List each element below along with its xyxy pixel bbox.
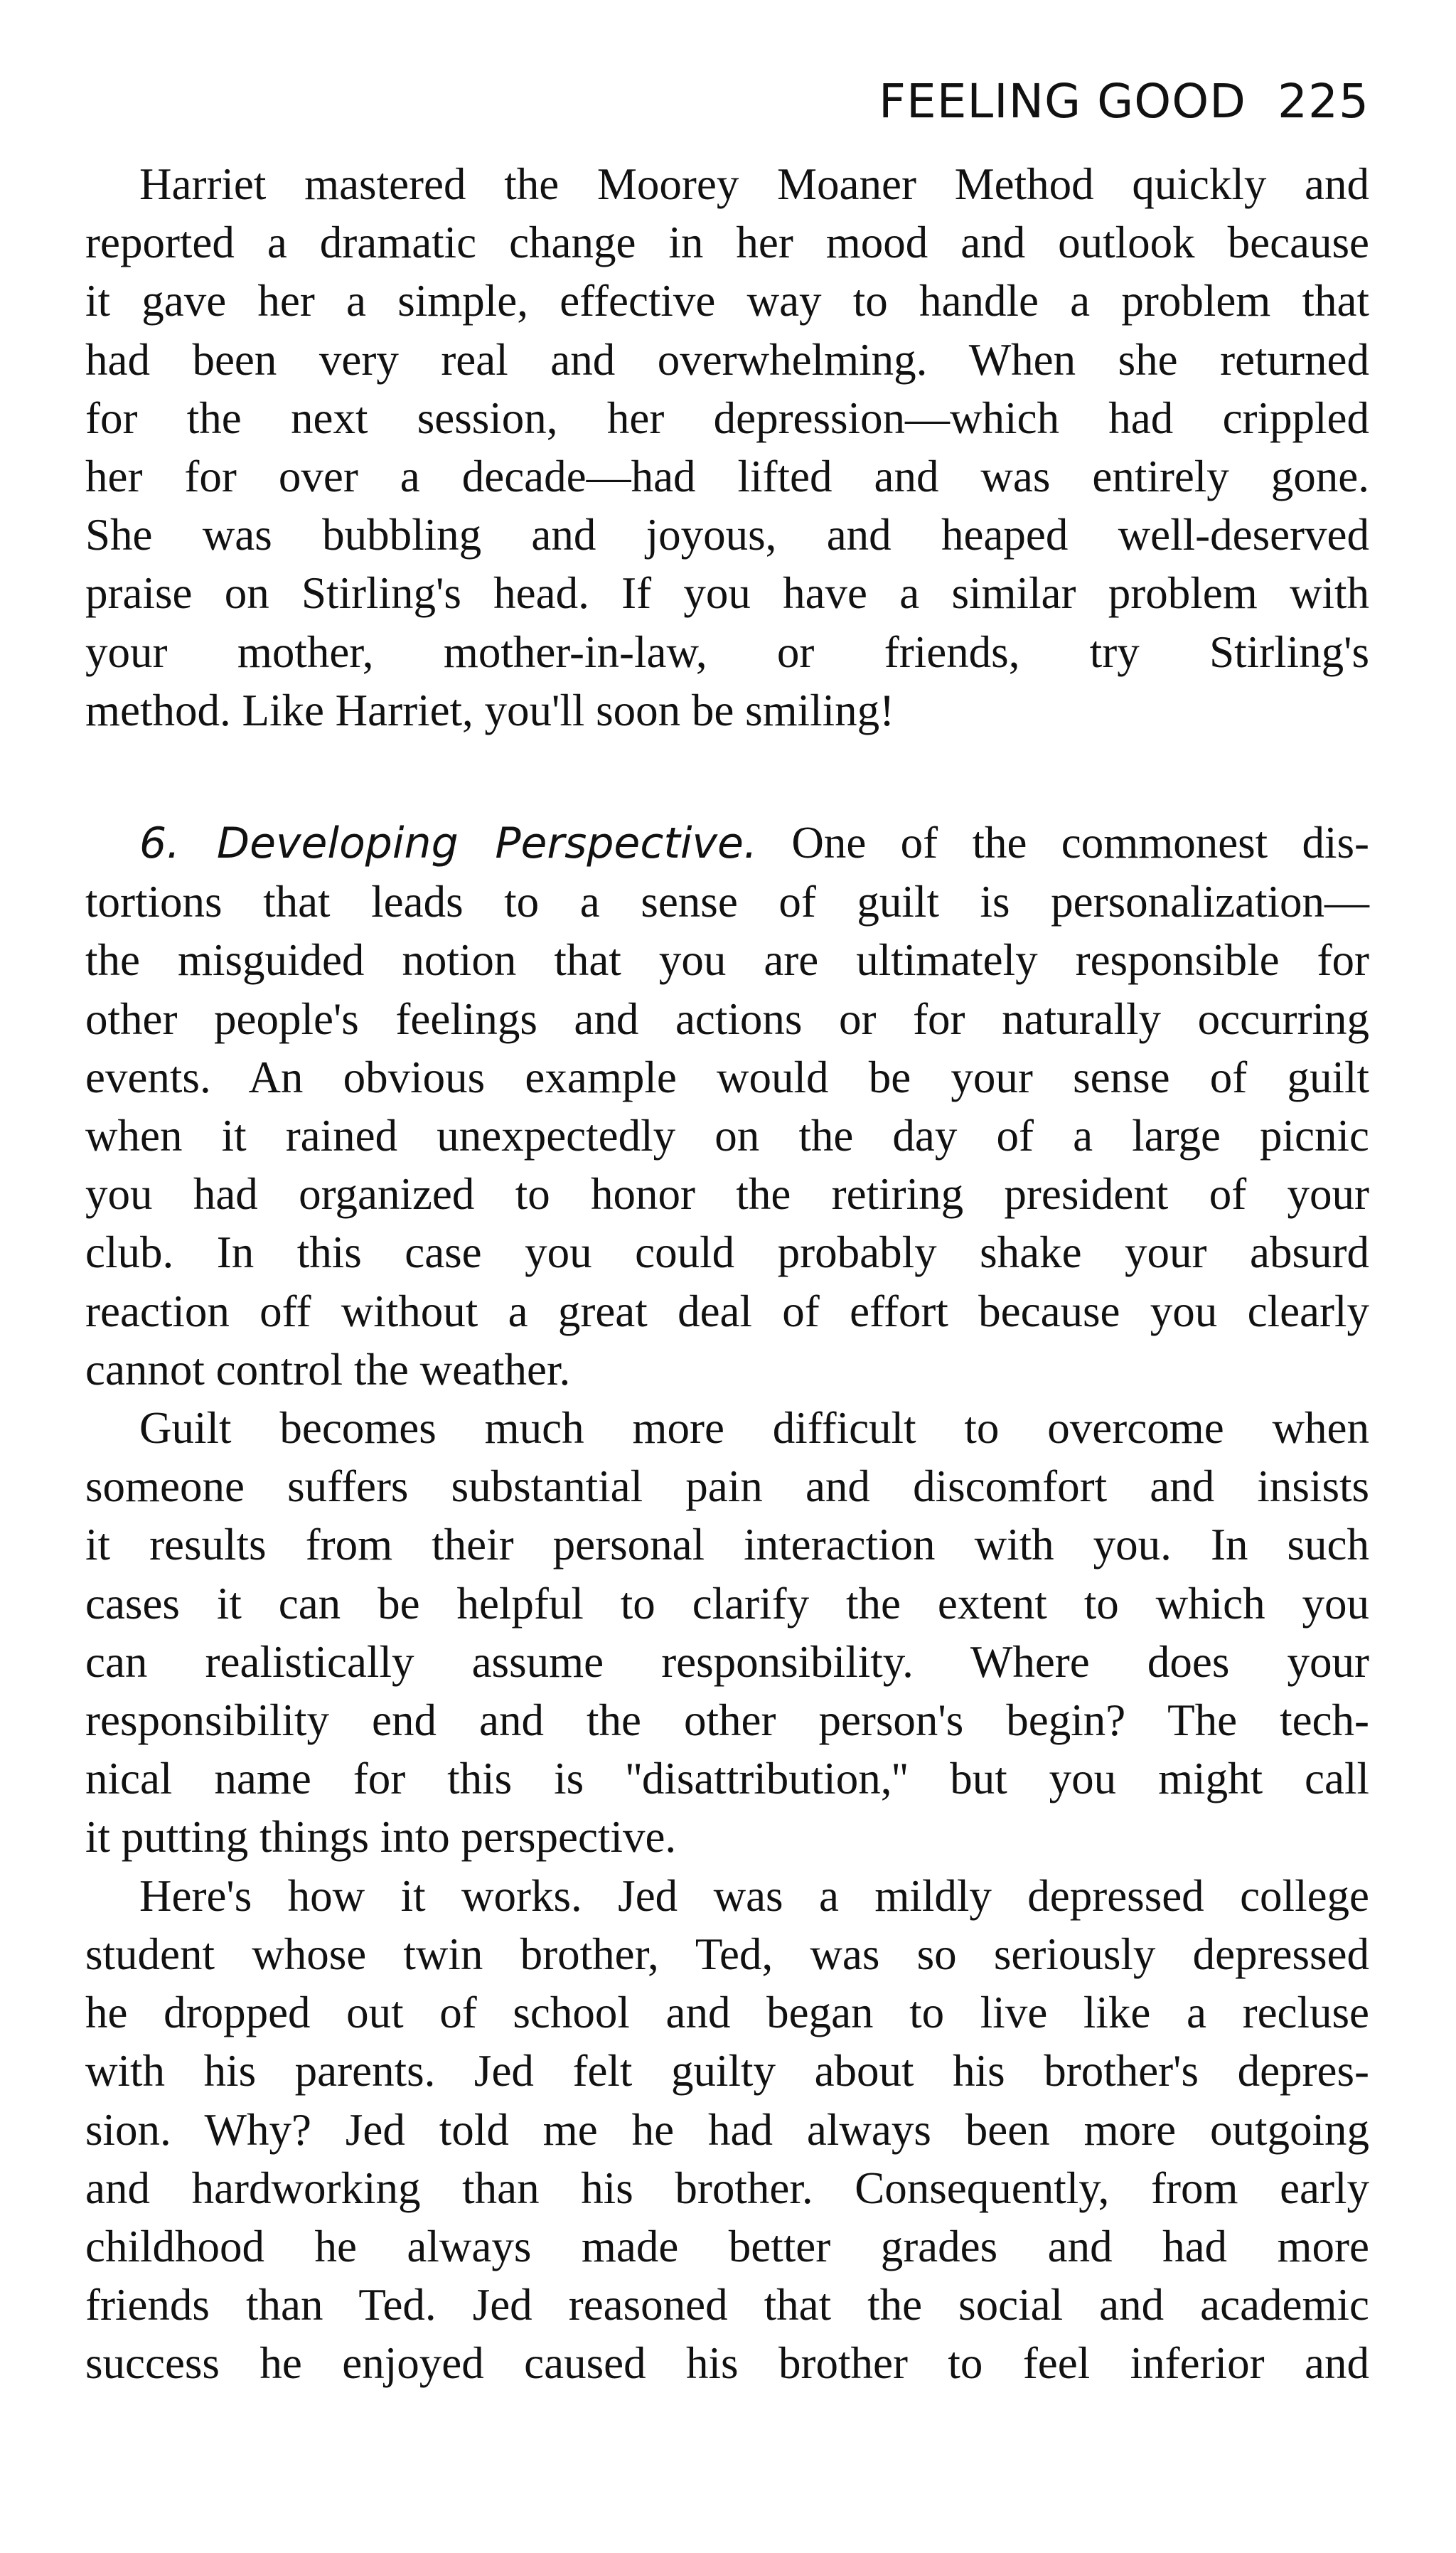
paragraph-guilt (85, 1399, 1369, 1867)
text-line: reaction off without a great deal of effort because you clearly (85, 1286, 1369, 1336)
text-line: when it rained unexpectedly on the day of a large picnic (85, 1111, 1369, 1161)
paragraph-harriet (85, 155, 1369, 740)
section-heading: 6. Developing Perspective. (139, 819, 758, 869)
text-fragment: One of the commonest dis- (791, 818, 1370, 868)
text-line: your mother, mother-in-law, or friends, try Stirling's (85, 627, 1369, 677)
text-line: tortions that leads to a sense of guilt is personalization— (85, 877, 1369, 927)
text-line: student whose twin brother, Ted, was so seriously depressed (85, 1929, 1369, 1979)
text-line: cases it can be helpful to clarify the extent to which you (85, 1578, 1369, 1629)
page-number: 225 (1278, 74, 1369, 129)
text-line: it results from their personal interaction with you. In such (85, 1520, 1369, 1570)
text-line: someone suffers substantial pain and discomfort and insists (85, 1461, 1369, 1512)
text-line: sion. Why? Jed told me he had always been more outgoing (85, 2104, 1369, 2155)
body-text (85, 155, 1369, 2393)
running-title: FEELING GOOD (879, 74, 1247, 129)
text-line: method. Like Harriet, you'll soon be smiling! (85, 685, 895, 735)
text-line: you had organized to honor the retiring president of your (85, 1169, 1369, 1220)
text-line: Guilt becomes much more difficult to overcome when (139, 1403, 1369, 1454)
text-line: the misguided notion that you are ultimately responsible for (85, 935, 1369, 986)
text-line: Here's how it works. Jed was a mildly depressed college (139, 1870, 1369, 1921)
paragraph-jed (85, 1867, 1369, 2393)
text-line: events. An obvious example would be your sense of guilt (85, 1052, 1369, 1102)
text-line: Harriet mastered the Moorey Moaner Method quickly and (139, 159, 1369, 209)
text-line: and hardworking than his brother. Consequently, from early (85, 2163, 1369, 2213)
text-line: he dropped out of school and began to live like a recluse (85, 1988, 1369, 2038)
text-line: club. In this case you could probably shake your absurd (85, 1227, 1369, 1278)
text-line: it putting things into perspective. (85, 1812, 677, 1862)
text-line: praise on Stirling's head. If you have a similar problem with (85, 568, 1369, 619)
section-gap (85, 740, 1369, 814)
text-line: success he enjoyed caused his brother to feel inferior and (85, 2338, 1369, 2389)
text-line: for the next session, her depression—which had crippled (85, 393, 1369, 443)
text-line: it gave her a simple, effective way to handle a problem that (85, 276, 1369, 326)
text-line (85, 814, 1369, 873)
text-line: friends than Ted. Jed reasoned that the social and academic (85, 2280, 1369, 2330)
text-line: She was bubbling and joyous, and heaped well-deserved (85, 510, 1369, 560)
text-line: cannot control the weather. (85, 1344, 571, 1395)
text-line: can realistically assume responsibility. Where does your (85, 1636, 1369, 1687)
text-line: her for over a decade—had lifted and was entirely gone. (85, 452, 1369, 502)
text-line: childhood he always made better grades and had more (85, 2221, 1369, 2271)
text-line: nical name for this is ''disattribution,'' but you might call (85, 1754, 1369, 1804)
running-header (85, 74, 1369, 142)
paragraph-developing-perspective (85, 814, 1369, 1399)
text-line: other people's feelings and actions or for naturally occurring (85, 993, 1369, 1044)
text-line: had been very real and overwhelming. When she returned (85, 334, 1369, 385)
text-line: with his parents. Jed felt guilty about his brother's depres- (85, 2046, 1369, 2096)
text-line: reported a dramatic change in her mood and outlook because (85, 218, 1369, 268)
text-line: responsibility end and the other person's begin? The tech- (85, 1695, 1369, 1746)
